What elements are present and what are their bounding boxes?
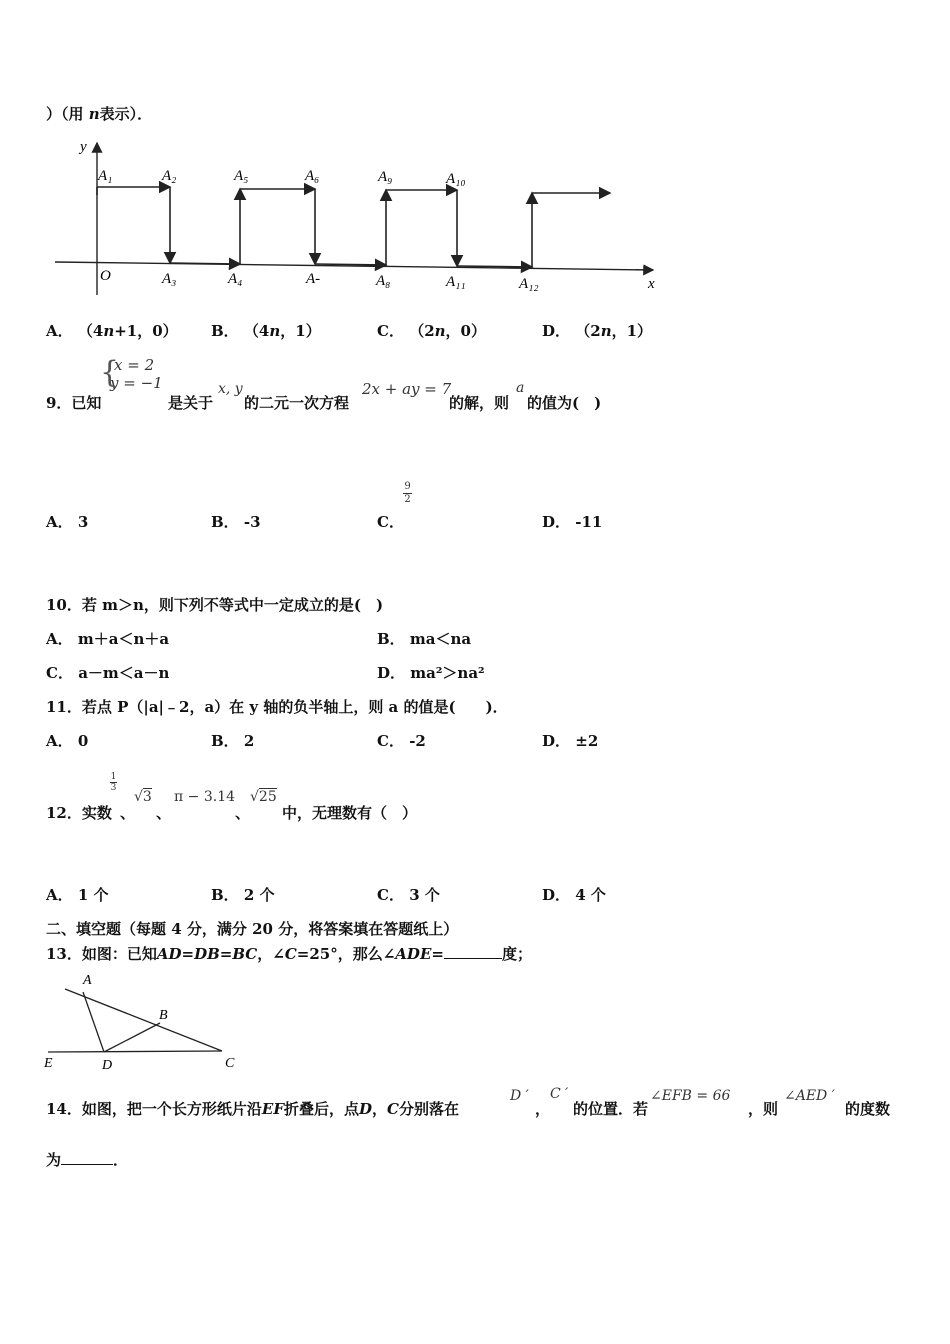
q14-stem-start: 14．如图，把一个长方形纸片沿EF折叠后，点D，C分别落在 <box>46 1100 459 1118</box>
q8-option-c[interactable]: C． （2n，0） <box>377 322 486 340</box>
point-label-a11: A₁₁ <box>446 274 466 290</box>
q9-text-4: 的值为( ) <box>527 394 602 412</box>
q9-option-b[interactable]: B． -3 <box>211 513 261 531</box>
q12-sqrt25: √25 <box>250 789 277 805</box>
point-label-a10: A₁₀ <box>446 171 466 187</box>
q9-option-d[interactable]: D． -11 <box>542 513 603 531</box>
q14-mid4: ，则 <box>748 1100 779 1118</box>
q14-cprime: C ′ <box>550 1086 569 1102</box>
q9-equation-system: { x = 2 y = −1 <box>100 355 163 392</box>
q11-option-a[interactable]: A． 0 <box>46 732 89 750</box>
q9-option-c[interactable]: C． <box>377 513 404 531</box>
point-label-a6: A₆ <box>305 168 320 184</box>
q8-option-a[interactable]: A． （4n+1，0） <box>46 322 178 340</box>
label-d: D <box>102 1058 113 1073</box>
point-label-a8: A₈ <box>376 273 391 289</box>
q12-pi-expr: π − 3.14 <box>174 789 236 805</box>
q14-angle-efb: ∠EFB = 66 <box>650 1088 731 1104</box>
q12-option-a[interactable]: A． 1 个 <box>46 886 109 904</box>
q8-option-b[interactable]: B． （4n，1） <box>211 322 321 340</box>
point-label-a9: A₉ <box>378 169 393 185</box>
q11-option-b[interactable]: B． 2 <box>211 732 255 750</box>
q11-option-d[interactable]: D． ±2 <box>542 732 599 750</box>
q8-option-d[interactable]: D． （2n，1） <box>542 322 653 340</box>
q14-angle-aed: ∠AED ′ <box>784 1088 835 1104</box>
label-a: A <box>83 973 92 988</box>
origin-label: O <box>100 268 111 284</box>
q9-text-1: 是关于 <box>168 394 214 412</box>
q14-line-2: 为 ． <box>46 1151 129 1169</box>
q12-number: 12．实数 <box>46 804 112 822</box>
q9-text-3: 的解，则 <box>449 394 510 412</box>
q13-triangle-figure <box>40 968 250 1078</box>
q9-text-2: 的二元一次方程 <box>244 394 350 412</box>
step-path-figure <box>50 135 670 295</box>
q10-option-a[interactable]: A． m＋a＜n＋a <box>46 630 170 648</box>
q14-comma: ， <box>535 1100 551 1118</box>
point-label-a2: A₂ <box>162 168 177 184</box>
q12-sep-1: 、 <box>120 804 136 822</box>
point-label-a5: A₅ <box>234 168 249 184</box>
point-label-a3: A₃ <box>162 271 177 287</box>
q12-option-d[interactable]: D． 4 个 <box>542 886 606 904</box>
q9-equation: 2x + ay = 7 <box>362 380 452 398</box>
q11-stem: 11．若点 P（|a|﹣2，a）在 y 轴的负半轴上，则 a 的值是( )． <box>46 698 508 716</box>
q12-sep-3: 、 <box>235 804 251 822</box>
q12-sep-2: 、 <box>156 804 172 822</box>
q9-number: 9．已知 <box>46 394 102 412</box>
y-axis-label: y <box>80 139 87 155</box>
q12-fraction: 1 3 <box>110 772 117 793</box>
q11-option-c[interactable]: C． -2 <box>377 732 426 750</box>
q9-option-c-fraction: 9 2 <box>404 481 411 505</box>
intro-line-tail: ）（用 n表示）． <box>46 105 153 123</box>
label-c: C <box>225 1056 235 1071</box>
q14-post: 的度数 <box>845 1100 891 1118</box>
q12-tail: 中，无理数有（ ） <box>282 804 418 822</box>
q10-stem: 10．若 m＞n，则下列不等式中一定成立的是( ) <box>46 596 384 614</box>
q13-answer-blank[interactable] <box>444 944 502 959</box>
q12-option-b[interactable]: B． 2 个 <box>211 886 275 904</box>
point-label-a1: A₁ <box>98 168 113 184</box>
q9-option-a[interactable]: A． 3 <box>46 513 89 531</box>
label-b: B <box>159 1008 168 1023</box>
point-label-a12: A₁₂ <box>519 276 539 292</box>
x-axis-label: x <box>648 276 655 292</box>
q12-option-c[interactable]: C． 3 个 <box>377 886 440 904</box>
point-label-a7: A- <box>306 271 321 287</box>
q10-option-b[interactable]: B． ma＜na <box>377 630 472 648</box>
label-e: E <box>44 1056 53 1071</box>
q14-mid3: 的位置．若 <box>573 1100 649 1118</box>
q9-a-var: a <box>516 380 525 396</box>
q10-option-d[interactable]: D． ma²＞na² <box>377 664 485 682</box>
point-label-a4: A₄ <box>228 271 243 287</box>
q12-sqrt3: √3 <box>134 789 152 805</box>
section-2-heading: 二、填空题（每题 4 分，满分 20 分，将答案填在答题纸上） <box>46 920 459 938</box>
q14-dprime: D ′ <box>510 1088 529 1104</box>
q10-option-c[interactable]: C． a－m＜a－n <box>46 664 170 682</box>
q13-stem: 13．如图：已知AD=DB=BC，∠C=25°，那么∠ADE= 度； <box>46 945 532 963</box>
q14-answer-blank[interactable] <box>61 1150 113 1165</box>
x-axis <box>55 262 653 270</box>
q9-vars: x, y <box>218 381 243 397</box>
